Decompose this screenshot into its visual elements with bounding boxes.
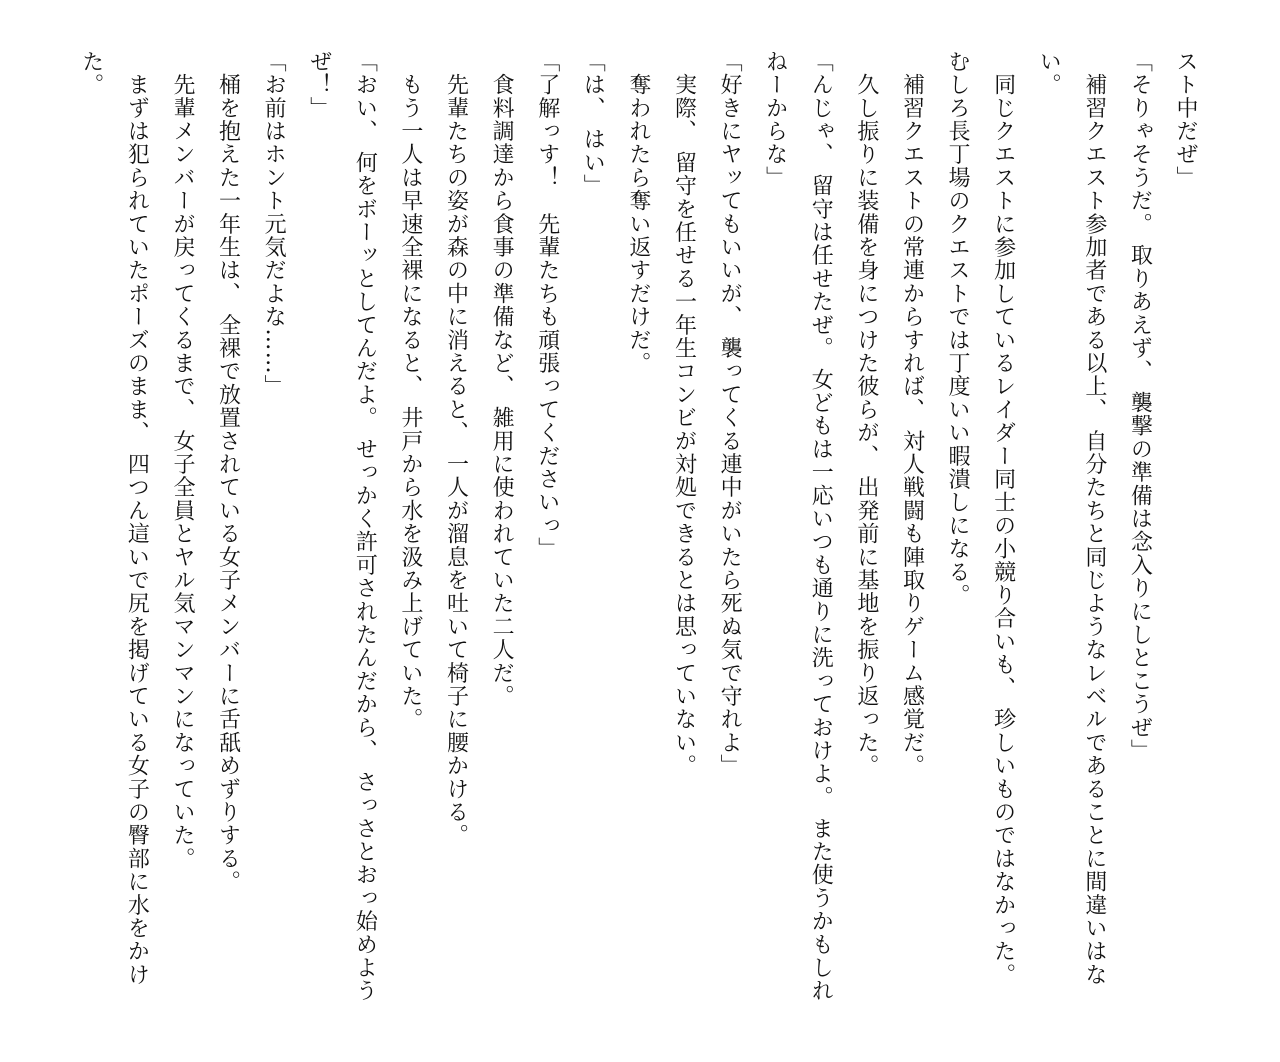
text-line: ねーからな」 bbox=[762, 50, 788, 190]
text-line: 「好きにヤッてもいいが、 襲ってくる連中がいたら死ぬ気で守れよ」 bbox=[717, 50, 743, 778]
text-line: 補習クエスト参加者である以上、 自分たちと同じようなレベルであることに間違いはな bbox=[1081, 50, 1107, 987]
text-line: 奪われたら奪い返すだけだ。 bbox=[625, 50, 651, 375]
text-line: 補習クエストの常連からすれば、 対人戦闘も陣取りゲーム感覚だ。 bbox=[899, 50, 925, 778]
text-line: ぜ！」 bbox=[306, 50, 332, 120]
text-line: 同じクエストに参加しているレイダー同士の小競り合いも、 珍しいものではなかった。 bbox=[990, 50, 1016, 987]
text-line: もう一人は早速全裸になると、 井戸から水を汲み上げていた。 bbox=[397, 50, 423, 731]
vertical-text-body bbox=[68, 50, 1208, 1010]
text-line: 久し振りに装備を身につけた彼らが、 出発前に基地を振り返った。 bbox=[853, 50, 879, 778]
text-line: い。 bbox=[1036, 50, 1062, 97]
text-line: 「お前はホント元気だよな……」 bbox=[261, 50, 287, 398]
text-line: 桶を抱えた一年生は、 全裸で放置されている女子メンバーに舌舐めずりする。 bbox=[215, 50, 241, 894]
text-line: 「そりゃそうだ。 取りあえず、 襲撃の準備は念入りにしとこうぜ」 bbox=[1127, 50, 1153, 763]
text-line: 「は、 はい」 bbox=[580, 50, 606, 198]
text-line: まずは犯られていたポーズのまま、 四つん這いで尻を掲げている女子の臀部に水をかけ bbox=[124, 50, 150, 987]
text-line: 「おい、 何をボーッとしてんだよ。 せっかく許可されたんだから、 さっさとおっ始めよう bbox=[352, 50, 378, 1003]
text-line: 「了解っす！ 先輩たちも頑張ってくださいっ」 bbox=[534, 50, 560, 561]
text-line: 先輩メンバーが戻ってくるまで、 女子全員とヤル気マンマンになっていた。 bbox=[169, 50, 195, 871]
text-line: スト中だぜ」 bbox=[1173, 50, 1198, 190]
text-line: 実際、 留守を任せる一年生コンビが対処できるとは思っていない。 bbox=[671, 50, 697, 778]
text-line: むしろ長丁場のクエストでは丁度いい暇潰しになる。 bbox=[945, 50, 971, 607]
text-line: 「んじゃ、 留守は任せたぜ。 女どもは一応いつも通りに洗っておけよ。 また使うかもしれ bbox=[808, 50, 834, 1003]
text-line: 先輩たちの姿が森の中に消えると、 一人が溜息を吐いて椅子に腰かける。 bbox=[443, 50, 469, 847]
text-line: 食料調達から食事の準備など、 雑用に使われていた二人だ。 bbox=[489, 50, 515, 708]
text-line: た。 bbox=[78, 50, 104, 97]
